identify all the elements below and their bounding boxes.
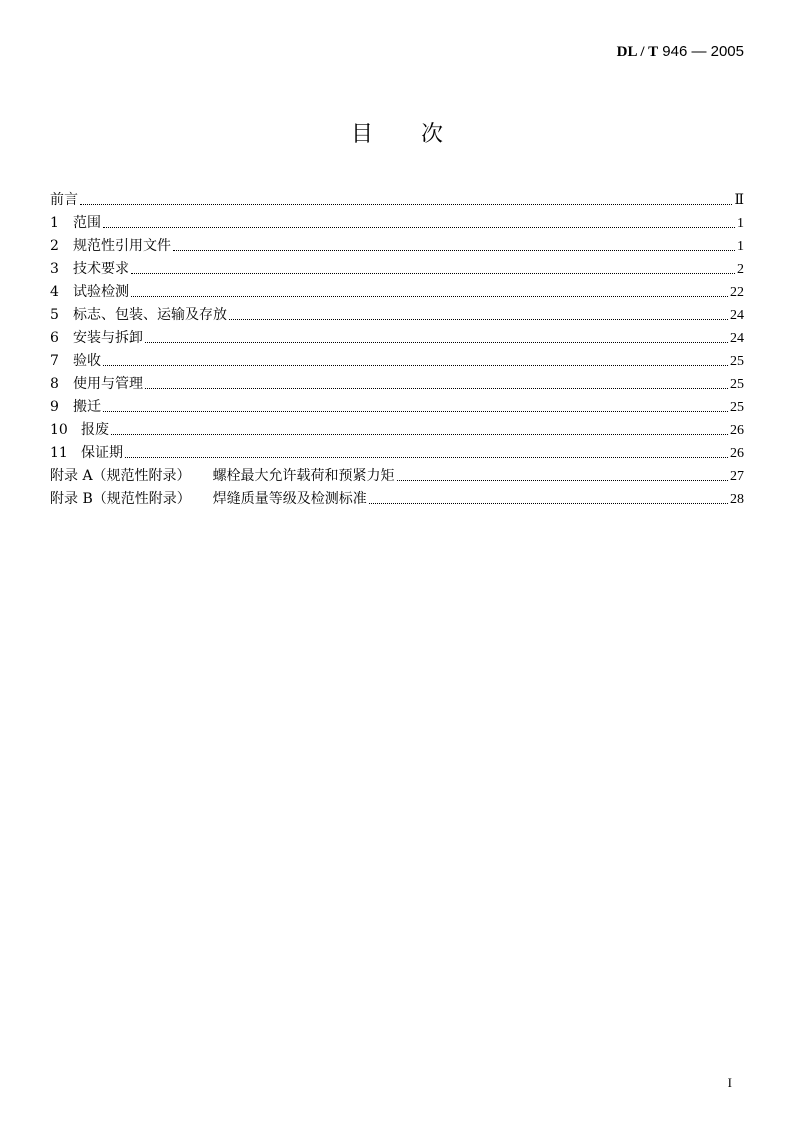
toc-entry-6[interactable] — [50, 327, 744, 350]
toc-entry-number: 1 — [50, 215, 59, 231]
toc-entry-label: 保证期 — [81, 445, 123, 461]
toc-entry-page: 24 — [730, 308, 744, 323]
toc-entry-page: 26 — [730, 446, 744, 461]
toc-entry-1[interactable] — [50, 212, 744, 235]
toc-leader-dots — [103, 410, 728, 412]
document-code-number: 946 — 2005 — [658, 43, 744, 60]
toc-entry-page: 26 — [730, 423, 744, 438]
toc-entry-number: 7 — [50, 353, 59, 369]
toc-entry-number: 5 — [50, 307, 59, 323]
toc-leader-dots — [103, 364, 728, 366]
toc-entry-number: 9 — [50, 399, 59, 415]
toc-entry-label: 使用与管理 — [73, 376, 143, 392]
toc-entry-3[interactable] — [50, 258, 744, 281]
toc-leader-dots — [145, 387, 728, 389]
toc-entry-number: 4 — [50, 284, 59, 300]
appendix-title: 焊缝质量等级及检测标准 — [212, 491, 367, 507]
toc-entry-4[interactable] — [50, 281, 744, 304]
toc-entry-label: 报废 — [81, 422, 109, 438]
toc-leader-dots — [103, 226, 735, 228]
appendix-designation: 附录 A（规范性附录） — [50, 468, 191, 484]
toc-entry-label: 搬迁 — [73, 399, 101, 415]
toc-entry-page: 1 — [737, 216, 744, 231]
page-title: 目次 — [350, 122, 491, 147]
toc-entry-number: 10 — [50, 422, 68, 438]
toc-leader-dots — [131, 272, 735, 274]
toc-leader-dots — [397, 479, 728, 481]
toc-entry-number: 2 — [50, 238, 59, 254]
toc-entry-page: 2 — [737, 262, 744, 277]
table-of-contents — [50, 189, 744, 511]
toc-entry-page: 24 — [730, 331, 744, 346]
toc-entry-number: 8 — [50, 376, 59, 392]
toc-entry-label: 技术要求 — [73, 261, 129, 277]
toc-entry-appendix-a[interactable] — [50, 465, 744, 488]
appendix-designation: 附录 B（规范性附录） — [50, 491, 191, 507]
document-code-prefix: DL / T — [616, 44, 659, 60]
toc-leader-dots — [125, 456, 728, 458]
toc-entry-10[interactable] — [50, 419, 744, 442]
toc-entry-foreword[interactable] — [50, 189, 744, 212]
toc-entry-8[interactable] — [50, 373, 744, 396]
toc-leader-dots — [145, 341, 728, 343]
toc-entry-5[interactable] — [50, 304, 744, 327]
toc-entry-7[interactable] — [50, 350, 744, 373]
toc-entry-9[interactable] — [50, 396, 744, 419]
toc-entry-number: 11 — [50, 445, 68, 461]
toc-entry-page: 25 — [730, 400, 744, 415]
toc-entry-page: 27 — [730, 469, 744, 484]
toc-entry-number: 6 — [50, 330, 59, 346]
toc-entry-page: 28 — [730, 492, 744, 507]
toc-leader-dots — [111, 433, 728, 435]
toc-entry-label — [50, 465, 395, 488]
toc-entry-label: 试验检测 — [73, 284, 129, 300]
toc-entry-label: 验收 — [73, 353, 101, 369]
toc-entry-11[interactable] — [50, 442, 744, 465]
toc-leader-dots — [229, 318, 728, 320]
toc-entry-number: 3 — [50, 261, 59, 277]
toc-entry-label — [50, 488, 367, 511]
toc-entry-page: 25 — [730, 377, 744, 392]
page-number: I — [727, 1075, 732, 1090]
toc-entry-2[interactable] — [50, 235, 744, 258]
appendix-title: 螺栓最大允许载荷和预紧力矩 — [212, 468, 395, 484]
toc-entry-page: 1 — [737, 239, 744, 254]
toc-entry-page: 22 — [730, 285, 744, 300]
toc-entry-label: 安装与拆卸 — [73, 330, 143, 346]
document-code — [617, 43, 744, 61]
toc-entry-page: 25 — [730, 354, 744, 369]
toc-leader-dots — [173, 249, 735, 251]
toc-entry-label: 范围 — [73, 215, 101, 231]
toc-entry-label: 规范性引用文件 — [73, 238, 171, 254]
toc-entry-appendix-b[interactable] — [50, 488, 744, 511]
toc-entry-page: Ⅱ — [734, 193, 744, 208]
toc-leader-dots — [131, 295, 728, 297]
toc-entry-label: 标志、包装、运输及存放 — [73, 307, 227, 323]
toc-leader-dots — [369, 502, 728, 504]
toc-entry-label: 前言 — [50, 192, 78, 208]
toc-leader-dots — [80, 203, 732, 205]
